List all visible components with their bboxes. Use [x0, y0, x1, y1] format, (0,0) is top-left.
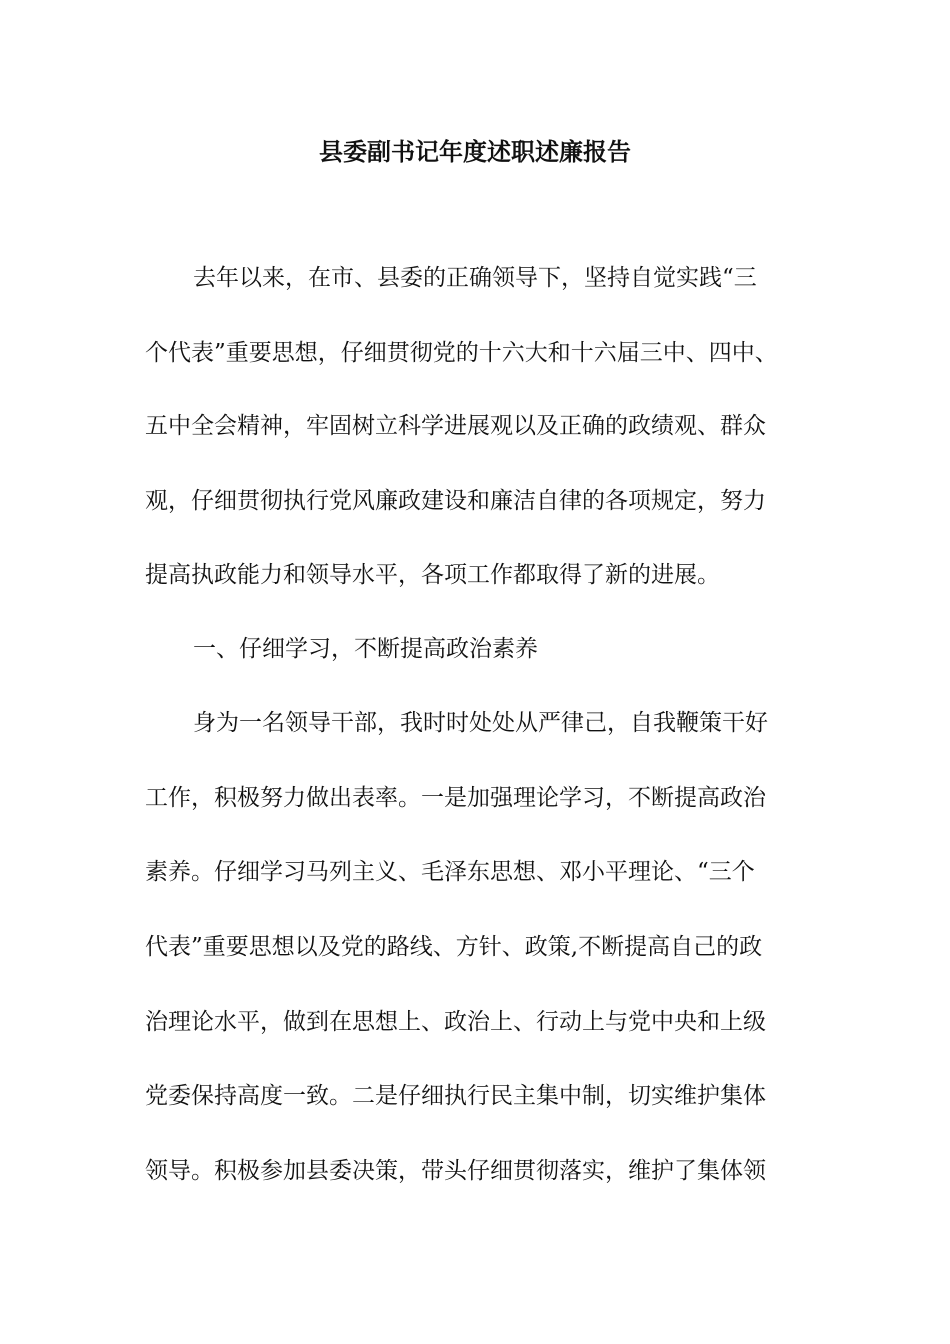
paragraph-line-5: 提高执政能力和领导水平，各项工作都取得了新的进展。: [145, 562, 720, 588]
paragraph-line-4: 观，仔细贯彻执行党风廉政建设和廉洁自律的各项规定，努力: [145, 488, 766, 514]
paragraph-line-6: 身为一名领导干部，我时时处处从严律己，自我鞭策干好: [193, 710, 768, 736]
paragraph-line-3: 五中全会精神，牢固树立科学进展观以及正确的政绩观、群众: [145, 413, 766, 439]
paragraph-line-10: 治理论水平，做到在思想上、政治上、行动上与党中央和上级: [145, 1009, 766, 1035]
paragraph-line-1: 去年以来，在市、县委的正确领导下，坚持自觉实践“三: [193, 265, 757, 291]
section-heading-1: 一、仔细学习，不断提高政治素养: [193, 636, 538, 662]
paragraph-line-9: 代表”重要思想以及党的路线、方针、政策,不断提高自己的政: [145, 934, 763, 960]
paragraph-line-7: 工作，积极努力做出表率。一是加强理论学习，不断提高政治: [145, 785, 766, 811]
paragraph-line-12: 领导。积极参加县委决策，带头仔细贯彻落实，维护了集体领: [145, 1158, 766, 1184]
document-title: 县委副书记年度述职述廉报告: [319, 137, 631, 166]
paragraph-line-2: 个代表”重要思想，仔细贯彻党的十六大和十六届三中、四中、: [145, 340, 778, 366]
paragraph-line-8: 素养。仔细学习马列主义、毛泽东思想、邓小平理论、“三个: [145, 859, 755, 885]
paragraph-line-11: 党委保持高度一致。二是仔细执行民主集中制，切实维护集体: [145, 1083, 766, 1109]
